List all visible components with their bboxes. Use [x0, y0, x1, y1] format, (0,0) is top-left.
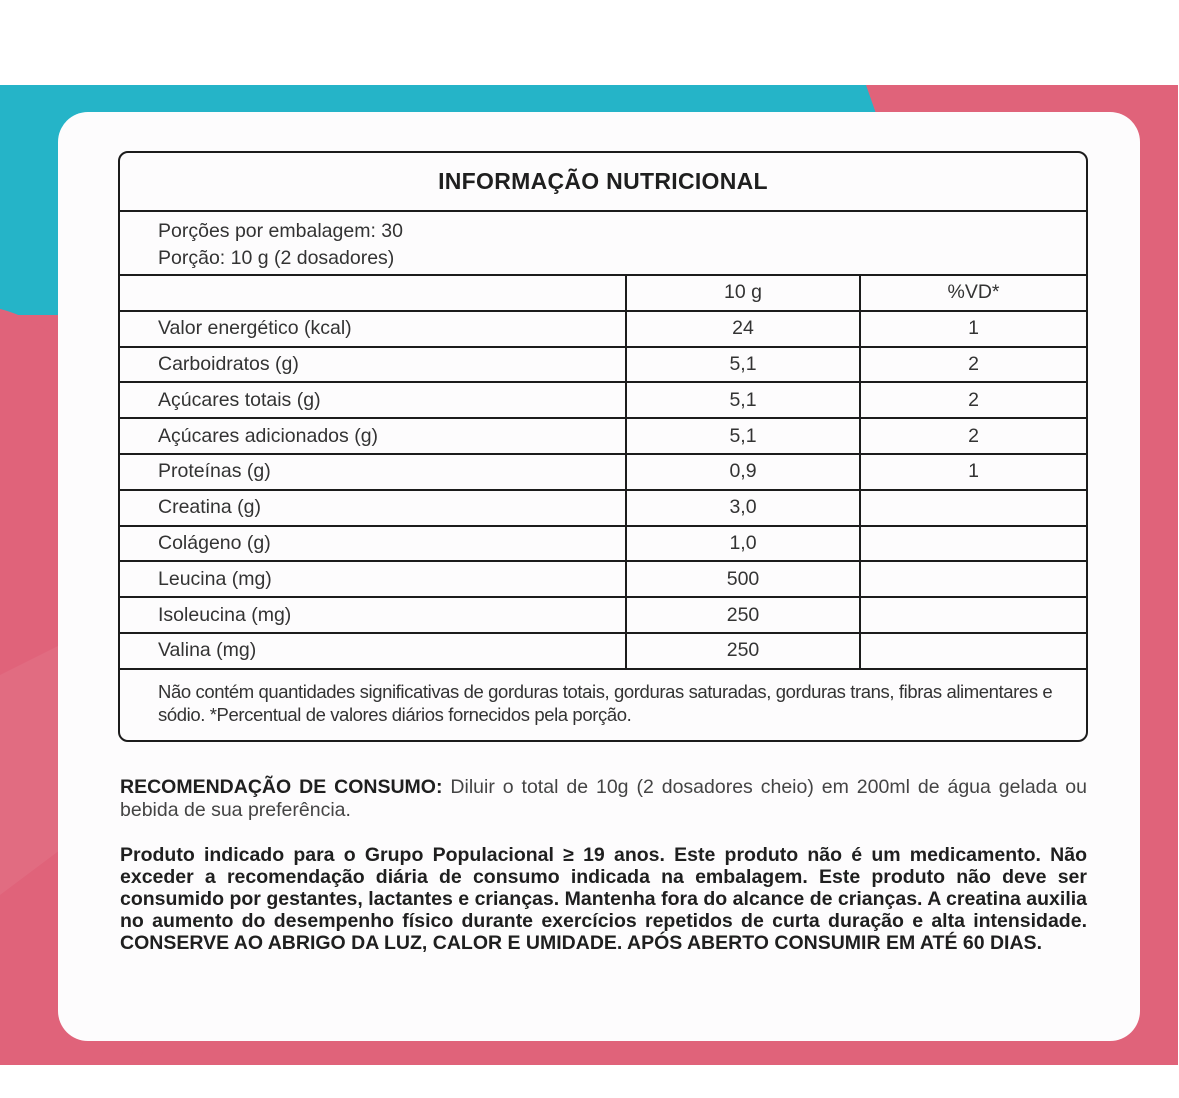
serving-info	[120, 212, 1086, 276]
table-header-row	[120, 276, 1086, 312]
nutrient-daily-value: 2	[968, 388, 979, 411]
nutrient-daily-value: 2	[968, 352, 979, 375]
nutrient-name: Valor energético (kcal)	[120, 312, 627, 346]
nutrient-amount: 500	[627, 562, 861, 596]
servings-per-package: Porções por embalagem: 30	[158, 220, 403, 242]
header-amount: 10 g	[627, 276, 861, 310]
header-nutrient	[120, 276, 627, 310]
nutrient-amount: 5,1	[627, 383, 861, 417]
table-row	[120, 455, 1086, 491]
nutrient-daily-value	[861, 491, 1086, 525]
table-row	[120, 348, 1086, 384]
nutrient-name: Proteínas (g)	[120, 455, 627, 489]
table-row	[120, 419, 1086, 455]
nutrient-name: Creatina (g)	[120, 491, 627, 525]
nutrient-name: Açúcares totais (g)	[120, 383, 627, 417]
nutrient-amount: 0,9	[627, 455, 861, 489]
nutrient-name: Colágeno (g)	[120, 527, 627, 561]
table-row	[120, 598, 1086, 634]
nutrient-daily-value: 2	[968, 424, 979, 447]
nutrient-amount: 250	[627, 598, 861, 632]
table-row	[120, 383, 1086, 419]
nutrient-daily-value	[861, 527, 1086, 561]
header-daily-value: %VD*	[947, 281, 1000, 304]
nutrient-amount: 5,1	[627, 348, 861, 382]
nutrient-amount: 5,1	[627, 419, 861, 453]
nutrient-name: Valina (mg)	[120, 634, 627, 668]
table-row	[120, 491, 1086, 527]
nutrition-facts-table	[118, 151, 1088, 742]
nutrient-name: Isoleucina (mg)	[120, 598, 627, 632]
serving-size: Porção: 10 g (2 dosadores)	[158, 247, 395, 269]
nutrient-amount: 250	[627, 634, 861, 668]
table-footnote: Não contém quantidades significativas de gorduras totais, gorduras saturadas, gorduras trans, fibras alimentares e sódio. *Percentual de valores diários fornecidos pela porção.	[158, 680, 1053, 725]
warning-text: Produto indicado para o Grupo Populacional ≥ 19 anos. Este produto não é um medicamento. Não exceder a recomendação diária de consumo indicada na embalagem. Este produto não deve ser consumido por gestantes, lactantes e crianças. Mantenha fora do alcance de crianças. A creatina auxilia no aumento do desempenho físico durante exercícios repetidos de curta duração e alta intensidade. CONSERVE AO ABRIGO DA LUZ, CALOR E UMIDADE. APÓS ABERTO CONSUMIR EM ATÉ 60 DIAS.	[120, 844, 1087, 954]
nutrient-name: Carboidratos (g)	[120, 348, 627, 382]
nutrient-amount: 3,0	[627, 491, 861, 525]
recommendation-label: RECOMENDAÇÃO DE CONSUMO:	[120, 776, 443, 798]
consumption-recommendation	[120, 776, 1087, 822]
nutrient-amount: 1,0	[627, 527, 861, 561]
nutrient-name: Leucina (mg)	[120, 562, 627, 596]
table-title: INFORMAÇÃO NUTRICIONAL	[120, 153, 1086, 212]
nutrient-daily-value	[861, 562, 1086, 596]
table-row	[120, 312, 1086, 348]
table-row	[120, 634, 1086, 670]
table-row	[120, 562, 1086, 598]
table-row	[120, 527, 1086, 563]
nutrient-daily-value	[861, 598, 1086, 632]
nutrient-daily-value	[861, 634, 1086, 668]
recommendation-text: Diluir o total de 10g (2 dosadores cheio) em 200ml de água gelada ou bebida de sua preferência.	[120, 776, 1087, 821]
nutrient-daily-value: 1	[968, 460, 979, 483]
nutrient-amount: 24	[627, 312, 861, 346]
nutrient-daily-value: 1	[968, 317, 979, 340]
nutrient-name: Açúcares adicionados (g)	[120, 419, 627, 453]
